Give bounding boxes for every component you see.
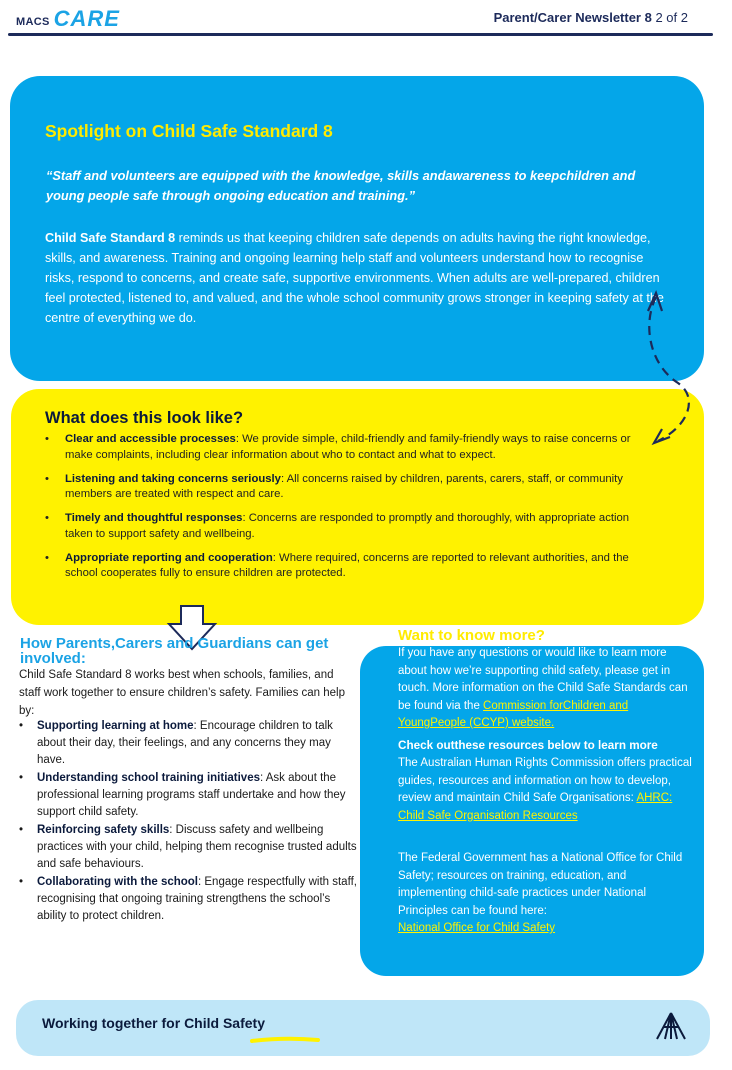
ahrc-resources-link[interactable]: AHRC: Child Safe Organisation Resources [398,792,673,822]
national-office-link[interactable]: National Office for Child Safety [398,922,556,934]
list-item-lead: Supporting learning at home [37,720,194,732]
list-item-lead: Timely and thoughtful responses [65,512,243,524]
involved-intro: Child Safe Standard 8 works best when schools, families, and staff work together to ensure children’s safety. Families can help by: [19,669,345,717]
more-paragraph-ccyp [398,645,693,733]
banner-text: Working together for Child Safety [42,1015,265,1031]
list-item-lead: Clear and accessible processes [65,433,236,445]
list-item-lead: Understanding school training initiatives [37,772,260,784]
list-item-text: : All concerns raised by children, parents, carers, staff, or community members are treated with respect and care. [65,472,623,500]
more-paragraph-ahrc [398,755,693,825]
more-p3-text: The Federal Government has a National Office for Child Safety; resources on training, education, and implementing child-safe practices under National Principles can be found here: [398,852,683,917]
more-p2-text: The Australian Human Rights Commission offers practical guides, resources and information on how to develop, review and maintain Child Safe Organisations: [398,757,692,804]
spotlight-body-text: reminds us that keeping children safe depends on adults having the right knowledge, skills, and awareness. Training and ongoing learning help staff and volunteers understand how to recognise risks, respond to concerns, and create safe, supportive environments. When adults are well-prepared, children feel protected, listened to, and valued, and the whole school community grows stronger in keeping safety at the centre of everything we do. [45,231,664,325]
list-item [45,551,645,582]
more-p1-text: If you have any questions or would like to learn more about how we’re supporting child safety, please get in touch. More information on the Child Safe Standards can be found via the [398,647,688,712]
involved-list [19,718,361,926]
list-item-text: : Ask about the professional learning programs staff undertake and how they support child safety. [37,772,346,818]
more-title: Want to know more? [398,627,545,644]
list-item-text: : We provide simple, child-friendly and family-friendly ways to raise concerns or make complaints, including clear information about who to contact and what to expect. [65,433,631,461]
newsletter-title: Parent/Carer Newsletter 8 [493,10,652,25]
spotlight-body [45,228,665,328]
list-item [19,770,361,821]
spotlight-title: Spotlight on Child Safe Standard 8 [45,121,333,141]
macs-care-logo [16,6,120,32]
look-list [45,432,645,590]
involved-title: How Parents,Carers and Guardians can get involved: [20,635,329,667]
more-paragraph-nocs [398,850,688,938]
spotlight-quote: “Staff and volunteers are equipped with the knowledge, skills andawareness to keepchildren and young people safe through ongoing education and training.” [46,168,636,203]
spotlight-body-lead: Child Safe Standard 8 [45,231,176,245]
list-item-text: : Concerns are responded to promptly and thoroughly, with appropriate action taken to support safety and wellbeing. [65,512,630,540]
logo-care-text: CARE [53,6,120,31]
newsletter-header [494,10,688,25]
list-item [19,874,361,925]
list-item-text: : Engage respectfully with staff, recognising that ongoing training strengthens the school’s ability to protect children. [37,876,357,922]
list-item-text: : Where required, concerns are reported to relevant authorities, and the school cooperates fully to ensure children are protected. [65,551,629,579]
page-indicator: 2 of 2 [655,10,688,25]
macs-emblem-icon [654,1011,688,1041]
resources-heading: Check outthese resources below to learn more [398,739,658,752]
list-item-text: : Discuss safety and wellbeing practices with your child, helping them recognise trusted adults and safe behaviours. [37,824,357,870]
list-item-lead: Collaborating with the school [37,876,198,888]
ccyp-website-link[interactable]: Commission forChildren and YoungPeople (CCYP) website. [398,699,629,729]
look-title: What does this look like? [45,409,244,427]
list-item-lead: Reinforcing safety skills [37,824,170,836]
list-item-lead: Appropriate reporting and cooperation [65,551,273,564]
list-item [19,718,361,769]
curved-arrow-icon [640,285,700,450]
header-divider [8,33,713,36]
yellow-underline-decoration [250,1036,320,1044]
list-item [45,511,645,542]
logo-macs-text: MACS [16,16,50,28]
list-item-text: : Encourage children to talk about their day, their feelings, and any concerns they may have. [37,720,333,766]
list-item [45,432,645,463]
list-item [19,822,361,873]
list-item-lead: Listening and taking concerns seriously [65,472,281,485]
list-item [45,472,645,503]
